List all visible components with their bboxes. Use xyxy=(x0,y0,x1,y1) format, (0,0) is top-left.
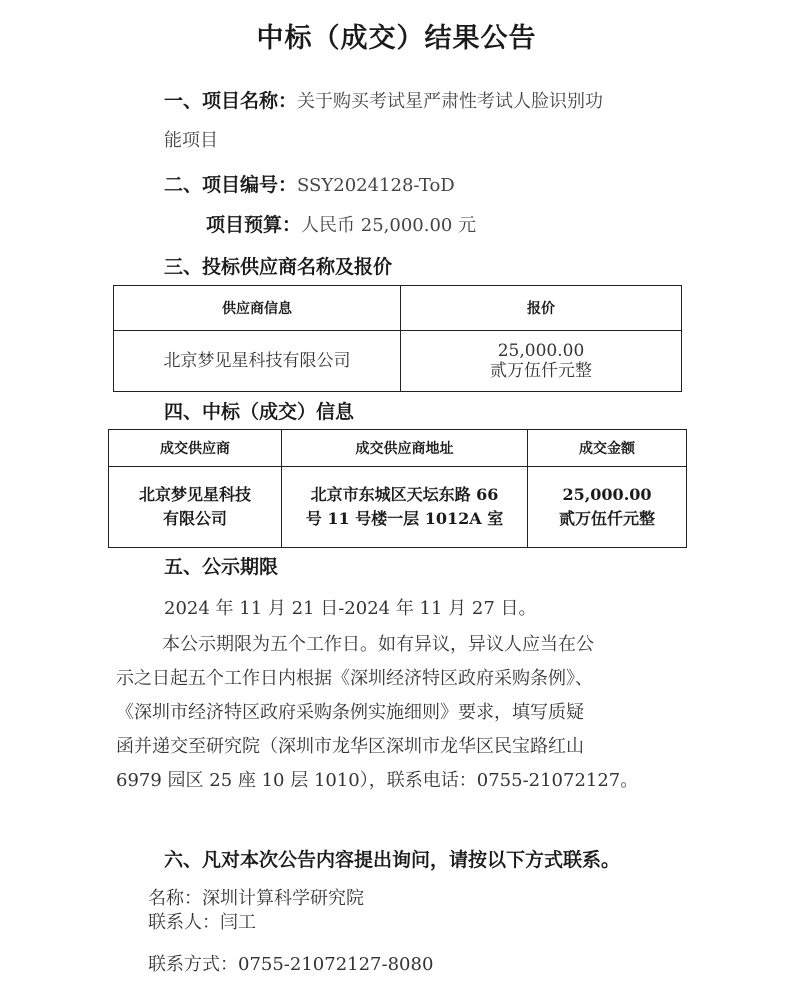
quote-amount-words: 贰万伍仟元整 xyxy=(490,361,592,381)
header-supplier-address: 成交供应商地址 xyxy=(282,430,528,467)
notice-line: 《深圳市经济特区政府采购条例实施细则》要求，填写质疑 xyxy=(116,702,584,723)
budget-label: 项目预算： xyxy=(206,214,302,236)
header-quote: 报价 xyxy=(401,286,682,331)
budget-line xyxy=(206,210,476,237)
budget-value: 人民币 25,000.00 元 xyxy=(301,215,477,236)
page-title: 中标（成交）结果公告 xyxy=(256,23,537,54)
winning-supplier-line2: 有限公司 xyxy=(162,509,227,528)
winning-supplier-line1: 北京梦见星科技 xyxy=(138,485,251,504)
contact-phone: 联系方式：0755-21072127-8080 xyxy=(148,954,434,975)
project-name-value: 关于购买考试星严肃性考试人脸识别功 xyxy=(297,91,604,112)
supplier-address-cell xyxy=(282,467,528,548)
header-award-amount: 成交金额 xyxy=(528,430,687,467)
notice-line: 函并递交至研究院（深圳市龙华区深圳市龙华区民宝路红山 xyxy=(116,736,584,757)
table-header-row xyxy=(114,286,682,331)
notice-line: 示之日起五个工作日内根据《深圳经济特区政府采购条例》、 xyxy=(116,668,593,689)
award-amount-words: 贰万伍仟元整 xyxy=(558,509,655,528)
project-number-label: 二、项目编号： xyxy=(164,174,298,196)
section4-heading: 四、中标（成交）信息 xyxy=(164,401,355,423)
winning-supplier-cell xyxy=(109,467,282,548)
section3-heading: 三、投标供应商名称及报价 xyxy=(164,256,393,278)
project-name-value-cont: 能项目 xyxy=(164,130,218,151)
header-supplier-info: 供应商信息 xyxy=(114,286,401,331)
header-winning-supplier: 成交供应商 xyxy=(109,430,282,467)
quote-amount: 25,000.00 xyxy=(497,341,585,361)
quote-cell xyxy=(401,331,682,392)
bid-quote-table xyxy=(113,285,682,392)
notice-paragraph xyxy=(116,628,676,798)
contact-org-name: 名称：深圳计算科学研究院 xyxy=(148,888,364,909)
award-amount: 25,000.00 xyxy=(562,485,652,504)
address-line1: 北京市东城区天坛东路 66 xyxy=(310,485,499,504)
notice-line: 6979 园区 25 座 10 层 1010），联系电话：0755-21072127。 xyxy=(116,770,639,791)
section5-heading: 五、公示期限 xyxy=(164,556,279,578)
award-info-table xyxy=(108,429,687,548)
award-amount-cell xyxy=(528,467,687,548)
table-header-row xyxy=(109,430,687,467)
project-number-value: SSY2024128-ToD xyxy=(297,175,455,196)
address-line2: 号 11 号楼一层 1012A 室 xyxy=(305,509,504,528)
project-name-label: 一、项目名称： xyxy=(164,90,298,112)
project-name-line xyxy=(164,86,603,113)
notice-line: 本公示期限为五个工作日。如有异议，异议人应当在公 xyxy=(162,634,594,655)
publicity-period: 2024 年 11 月 21 日-2024 年 11 月 27 日。 xyxy=(164,598,537,619)
table-row xyxy=(114,331,682,392)
contact-person: 联系人：闫工 xyxy=(148,912,256,933)
section6-heading: 六、凡对本次公告内容提出询问，请按以下方式联系。 xyxy=(164,849,621,871)
table-row xyxy=(109,467,687,548)
supplier-name-cell: 北京梦见星科技有限公司 xyxy=(114,331,401,392)
project-number-line xyxy=(164,170,455,197)
